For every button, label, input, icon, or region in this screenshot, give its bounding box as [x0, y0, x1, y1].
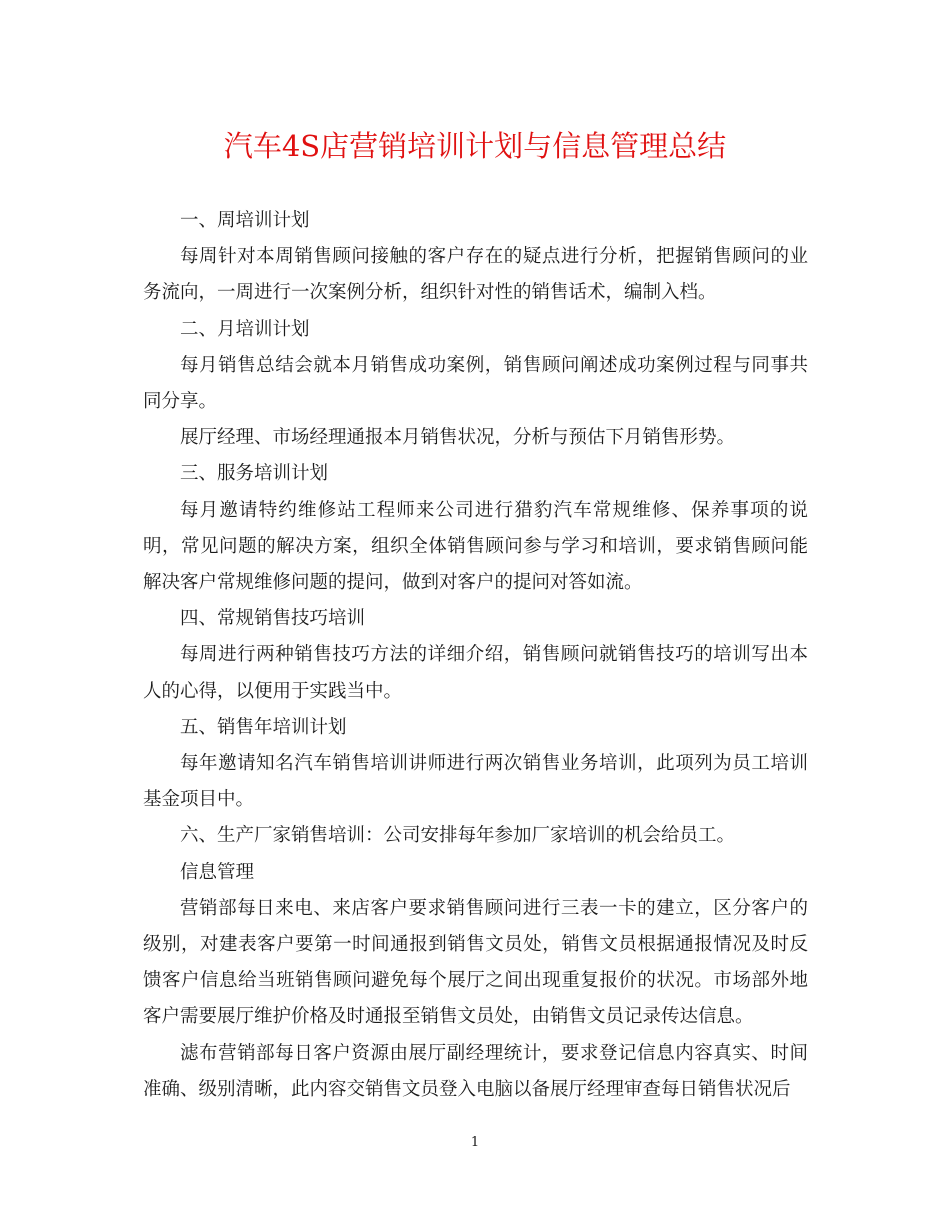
- heading-information-management: 信息管理: [180, 861, 255, 883]
- heading-monthly-training: 二、月培训计划: [180, 318, 310, 340]
- paragraph-sales-skills-training: 每周进行两种销售技巧方法的详细介绍，销售顾问就销售技巧的培训写出本人的心得，以便用于实践当中。: [143, 644, 808, 702]
- paragraph-service-training: 每月邀请特约维修站工程师来公司进行猎豹汽车常规维修、保养事项的说明，常见问题的解决方案，组织全体销售顾问参与学习和培训，要求销售顾问能解决客户常规维修问题的提问，做到对客户的提问对答如流。: [143, 499, 808, 594]
- paragraph-customer-resources: 滤布营销部每日客户资源由展厅副经理统计，要求登记信息内容真实、时间准确、级别清晰，此内容交销售文员登入电脑以备展厅经理审查每日销售状况后: [143, 1042, 808, 1100]
- paragraph-annual-training: 每年邀请知名汽车销售培训讲师进行两次销售业务培训，此项列为员工培训基金项目中。: [143, 753, 808, 811]
- document-body: [143, 203, 808, 1108]
- paragraph-weekly-training: 每周针对本周销售顾问接触的客户存在的疑点进行分析，把握销售顾问的业务流向，一周进行一次案例分析，组织针对性的销售话术，编制入档。: [143, 246, 808, 304]
- heading-weekly-training: 一、周培训计划: [180, 210, 310, 231]
- document-title: 汽车4S店营销培训计划与信息管理总结: [223, 129, 727, 163]
- heading-sales-skills-training: 四、常规销售技巧培训: [180, 608, 366, 630]
- paragraph-information-management: 营销部每日来电、来店客户要求销售顾问进行三表一卡的建立，区分客户的级别，对建表客户要第一时间通报到销售文员处，销售文员根据通报情况及时反馈客户信息给当班销售顾问避免每个展厅之间出现重复报价的状况。市场部外地客户需要展厅维护价格及时通报至销售文员处，由销售文员记录传达信息。: [143, 897, 808, 1028]
- paragraph-monthly-training: 每月销售总结会就本月销售成功案例，销售顾问阐述成功案例过程与同事共同分享。: [143, 354, 808, 413]
- heading-annual-training: 五、销售年培训计划: [180, 716, 347, 738]
- heading-service-training: 三、服务培训计划: [180, 463, 329, 485]
- page-number: 1: [470, 1135, 480, 1150]
- paragraph-manufacturer-training: 六、生产厂家销售培训：公司安排每年参加厂家培训的机会给员工。: [180, 825, 736, 847]
- paragraph-monthly-report: 展厅经理、市场经理通报本月销售状况，分析与预估下月销售形势。: [180, 427, 736, 449]
